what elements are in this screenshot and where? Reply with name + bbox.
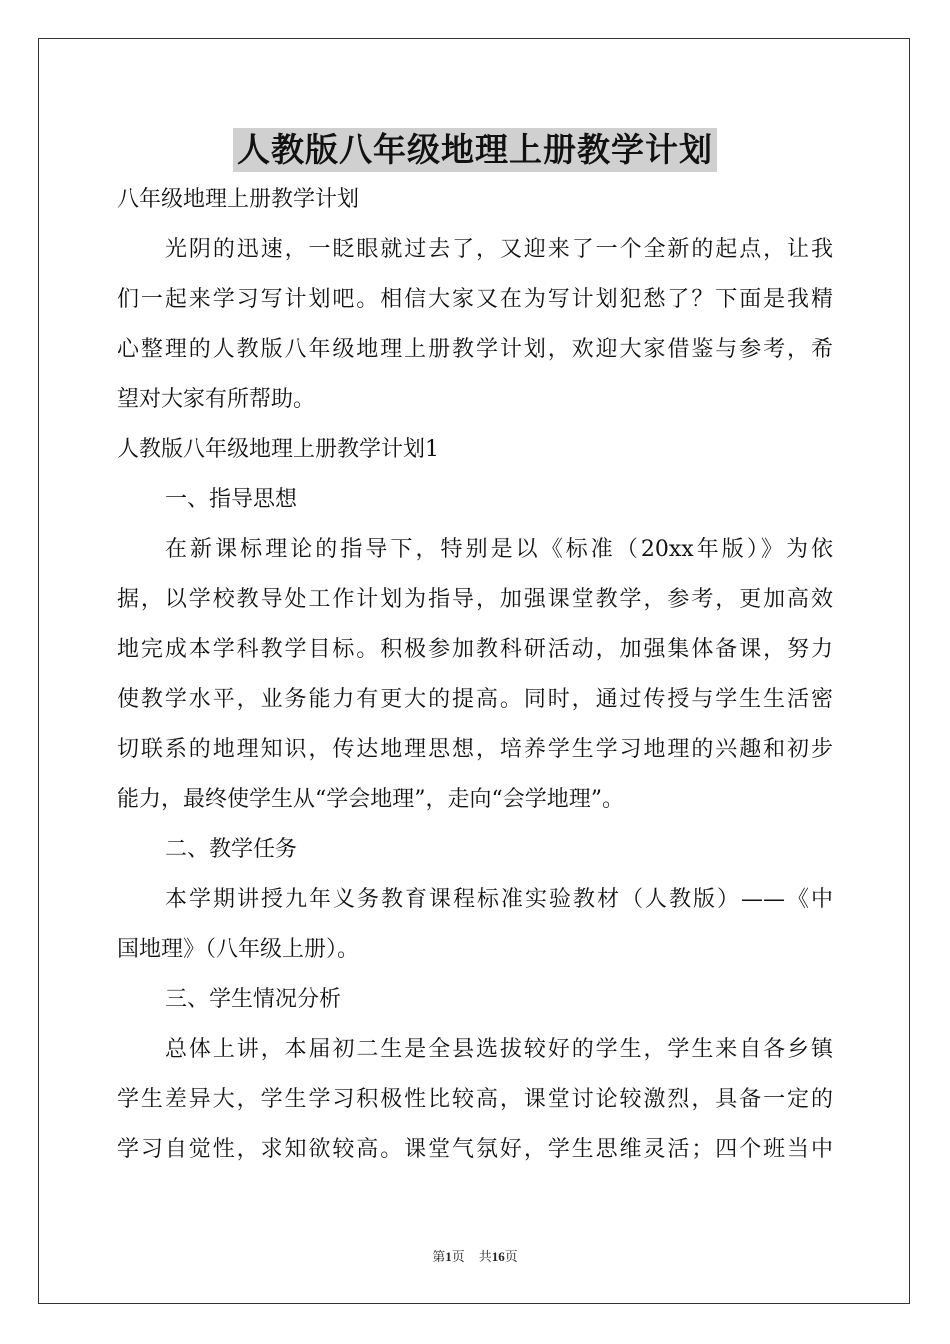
ideology-paragraph-line: 能力，最终使学生从“学会地理”，走向“会学地理”。 xyxy=(117,787,624,812)
ideology-paragraph-line: 在新课标理论的指导下，特别是以《标准（20xx年版）》为依 xyxy=(165,537,833,562)
document-title xyxy=(0,128,950,172)
analysis-paragraph-line: 学生差异大，学生学习积极性比较高，课堂讨论较激烈，具备一定的 xyxy=(117,1087,833,1112)
document-title-text: 人教版八年级地理上册教学计划 xyxy=(233,128,717,172)
intro-paragraph-line: 望对大家有所帮助。 xyxy=(117,387,316,412)
tasks-paragraph-line: 国地理》（八年级上册）。 xyxy=(117,937,360,962)
analysis-paragraph-line: 学习自觉性，求知欲较高。课堂气氛好，学生思维灵活；四个班当中 xyxy=(117,1137,833,1162)
footer-current-page: 1 xyxy=(445,1249,452,1264)
footer-total-pages: 16 xyxy=(491,1249,505,1264)
subtitle-line: 八年级地理上册教学计划 xyxy=(117,187,360,212)
ideology-paragraph-line: 地完成本学科教学目标。积极参加教科研活动，加强集体备课，努力 xyxy=(117,637,833,662)
intro-paragraph-line: 心整理的人教版八年级地理上册教学计划，欢迎大家借鉴与参考，希 xyxy=(117,337,833,362)
ideology-paragraph-line: 据，以学校教导处工作计划为指导，加强课堂教学，参考，更加高效 xyxy=(117,587,833,612)
footer-page-suffix: 页 xyxy=(451,1249,465,1264)
footer-page-prefix: 第 xyxy=(432,1249,446,1264)
document-body xyxy=(117,175,833,1175)
ideology-paragraph-line: 切联系的地理知识，传达地理思想，培养学生学习地理的兴趣和初步 xyxy=(117,737,833,762)
intro-paragraph-line: 们一起来学习写计划吧。相信大家又在为写计划犯愁了？下面是我精 xyxy=(117,287,833,312)
intro-paragraph-line: 光阴的迅速，一眨眼就过去了，又迎来了一个全新的起点，让我 xyxy=(165,237,833,262)
footer-total-suffix: 页 xyxy=(504,1249,518,1264)
footer-total-prefix: 共 xyxy=(478,1249,492,1264)
heading-teaching-tasks: 二、教学任务 xyxy=(165,837,298,862)
heading-student-analysis: 三、学生情况分析 xyxy=(165,987,342,1012)
analysis-paragraph-line: 总体上讲，本届初二生是全县选拔较好的学生，学生来自各乡镇 xyxy=(165,1037,833,1062)
ideology-paragraph-line: 使教学水平，业务能力有更大的提高。同时，通过传授与学生生活密 xyxy=(117,687,833,712)
page-footer xyxy=(0,1246,950,1265)
heading-guiding-ideology: 一、指导思想 xyxy=(165,487,298,512)
tasks-paragraph-line: 本学期讲授九年义务教育课程标准实验教材（人教版）——《中 xyxy=(165,887,833,912)
section-heading-plan-1: 人教版八年级地理上册教学计划1 xyxy=(117,437,439,462)
